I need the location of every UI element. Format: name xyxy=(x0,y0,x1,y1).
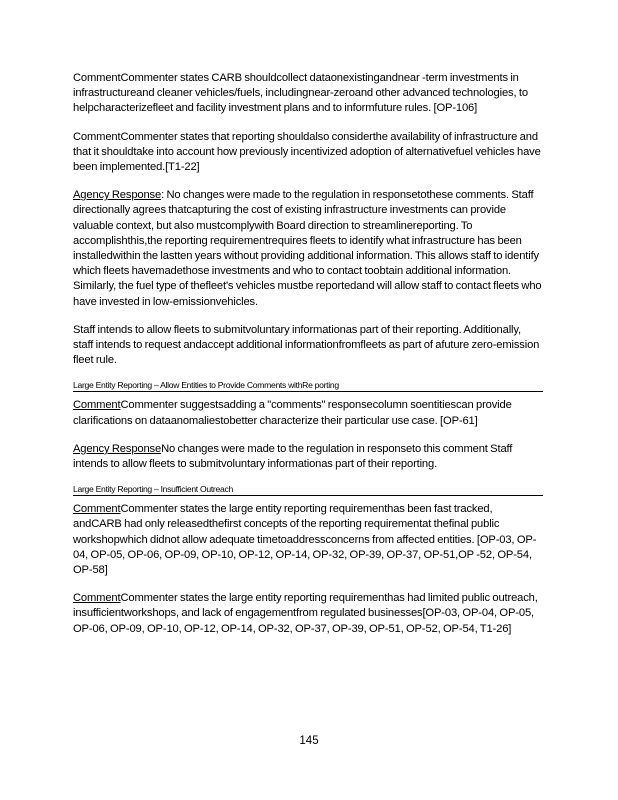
agency-response-paragraph xyxy=(73,188,543,310)
comment-label: Comment xyxy=(73,399,121,412)
comment-paragraph xyxy=(73,502,543,578)
comment-paragraph xyxy=(73,591,543,637)
comment-label: Comment xyxy=(73,503,121,516)
comment-text: Commenter suggestsadding a "comments" responsecolumn soentitiescan provide clarifications on dataanomaliestobetter characterize their particular use case. [OP-61] xyxy=(73,399,512,427)
staff-paragraph: Staff intends to allow fleets to submitvoluntary informationas part of their reporting. Additionally, staff intends to request andaccept additional informationfromfleets as part of afuture zero-emission fleet rule. xyxy=(73,323,540,367)
agency-response-text: No changes were made to the regulation in responseto this comment Staff intends to allow fleets to submitvoluntary informationas part of their reporting. xyxy=(73,442,513,471)
agency-response-text: : No changes were made to the regulation in responsetothese comments. Staff directionally agrees thatcapturing the cost of existing infrastructure investments can provide valuable context, but also mustcomplywith Board direction to streamlinereporting. To accomplishthis,the reporting requirementrequires fleets to identify what infrastructure has been installedwithin the lastten years without providing additional information. This allows staff to identify which fleets havemadethose investments and who to contact toobtain additional information. Similarly, the fuel type of thefleet's vehicles mustbe reportedand will allow staff to contact fleets who have invested in low-emissionvehicles. xyxy=(73,189,542,308)
comment-paragraph: CommentCommenter states CARB shouldcollect dataonexistingandnear -term investments in infrastructureand cleaner vehicles/fuels, includingnear-zeroand other advanced technologies, to helpcharacterizefleet and facility investment plans and to informfuture rules. [OP-106] xyxy=(73,72,528,115)
agency-response-paragraph xyxy=(73,442,543,472)
page-body xyxy=(73,71,543,650)
section-heading-text: Large Entity Reporting – Insufficient Outreach xyxy=(73,484,233,495)
comment-paragraph xyxy=(73,398,543,428)
agency-response-label: Agency Response xyxy=(73,442,162,455)
section-heading xyxy=(73,484,543,496)
comment-text: Commenter states the large entity reporting requirementhas been fast tracked, andCARB had only releasedthefirst concepts of the reporting requirementat thefinal public workshopwhich didnot allow adequate timetoaddressconcerns from affected entities. [OP-03, OP-04, OP-05, OP-06, OP-09, OP-10, OP-12, OP-14, OP-32, OP-39, OP-37, OP-51,OP -52, OP-54, OP-58] xyxy=(73,503,537,577)
comment-paragraph: CommentCommenter states that reporting shouldalso considerthe availability of infrastructure and that it shouldtake into account how previously incentivized adoption of alternativefuel vehicles have been implemented.[T1-22] xyxy=(73,130,541,174)
section-heading-text: Large Entity Reporting – Allow Entities to Provide Comments withRe porting xyxy=(73,380,339,391)
page-number: 145 xyxy=(299,735,319,747)
comment-text: Commenter states the large entity reporting requirementhas had limited public outreach, insufficientworkshops, and lack of engagementfrom regulated businesses[OP-03, OP-04, OP-05, OP-06, OP-09, OP-10, OP-12, OP-14, OP-32, OP-37, OP-39, OP-51, OP-52, OP-54, T1-26] xyxy=(73,592,538,635)
comment-label: Comment xyxy=(73,592,121,605)
agency-response-label: Agency Response xyxy=(73,189,162,202)
section-heading xyxy=(73,380,543,392)
